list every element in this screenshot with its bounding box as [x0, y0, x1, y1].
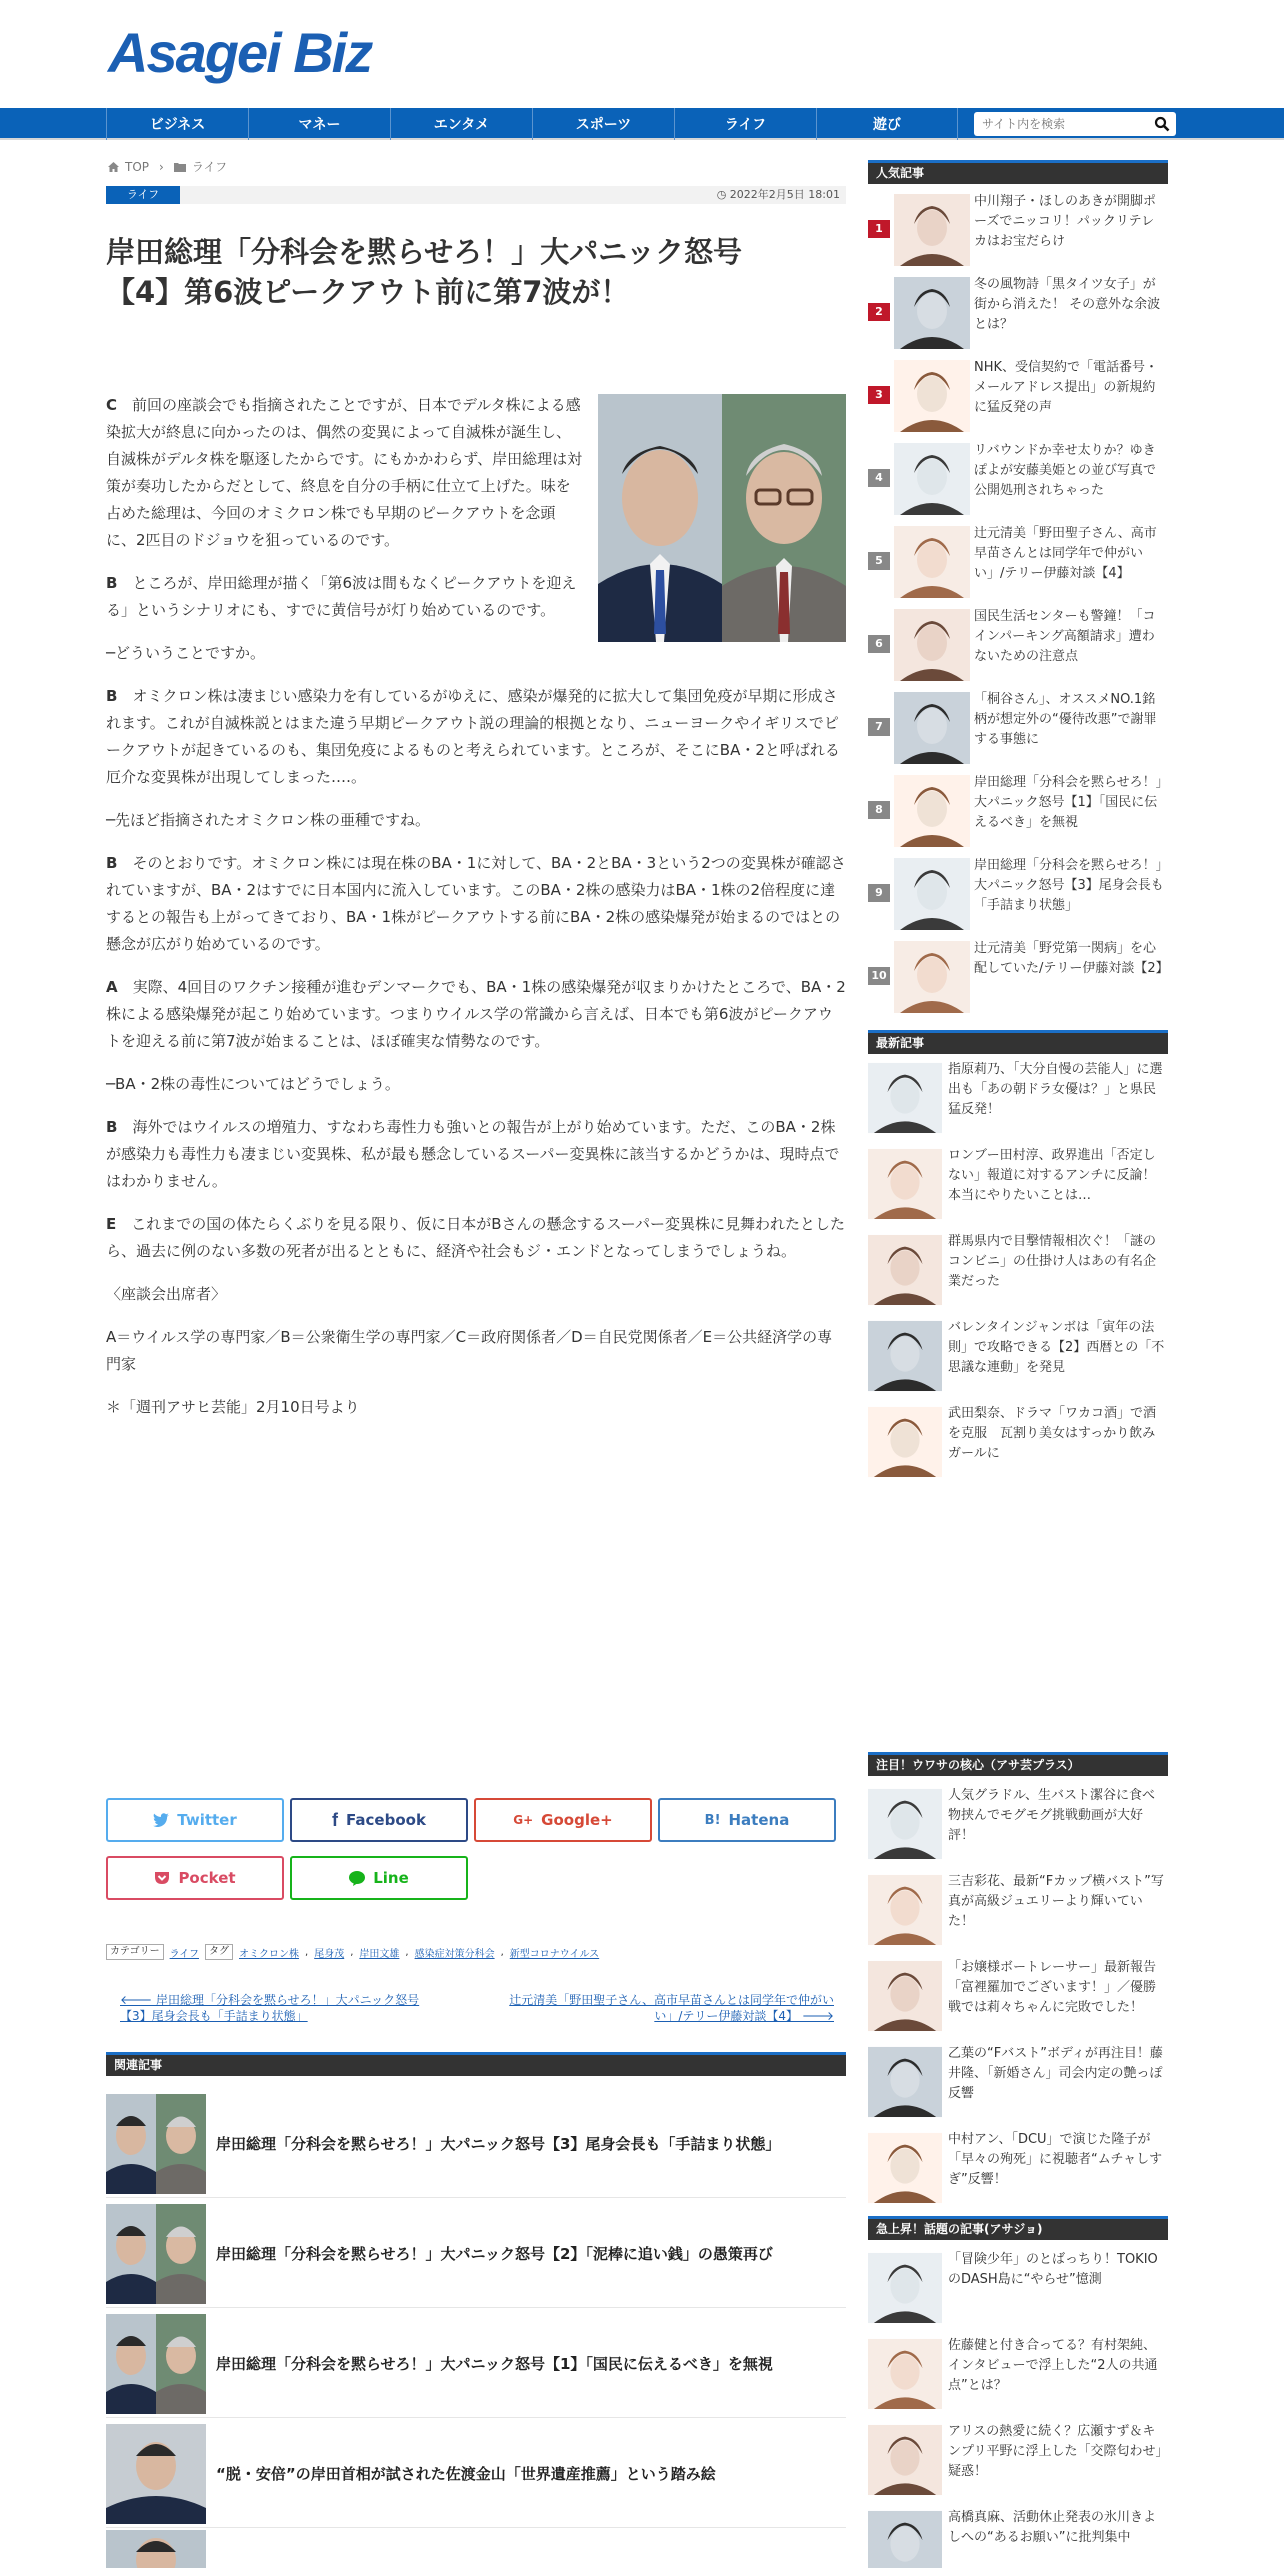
nav-item-asobi[interactable]: 遊び: [816, 108, 958, 140]
popular-item[interactable]: [868, 356, 1168, 436]
asapla-title: 「お嬢様ボートレーサー」最新報告「富裡羅加でございます！」／優勝戦では莉々ちゃんに完敗でした！: [948, 1960, 1157, 2015]
asajo-item[interactable]: [868, 2422, 1168, 2498]
next-article-title: 辻元清美「野田聖子さん、高市早苗さんとは同学年で仲がいい」/テリー伊藤対談【4】: [509, 1993, 834, 2023]
rank-number: 10: [868, 967, 890, 985]
popular-title: 辻元清美「野田聖子さん、高市早苗さんとは同学年で仲がいい」/テリー伊藤対談【4】: [974, 526, 1157, 581]
breadcrumb-top[interactable]: TOP: [125, 159, 150, 174]
popular-title: 岸田総理「分科会を黙らせろ！」大パニック怒号【3】尾身会長も「手詰まり状態」: [974, 858, 1164, 913]
article-thumbnail: [894, 692, 970, 764]
latest-title: 群馬県内で目撃情報相次ぐ！「謎のコンビニ」の仕掛け人はあの有名企業だった: [948, 1234, 1157, 1289]
popular-item[interactable]: [868, 771, 1168, 851]
latest-heading: 最新記事: [868, 1030, 1168, 1054]
article-paragraph: [106, 392, 584, 554]
related-thumbnail: [106, 2314, 206, 2414]
speaker-label: B: [106, 1118, 118, 1136]
latest-item[interactable]: [868, 1232, 1168, 1308]
popular-thumbnail: [894, 443, 970, 515]
tag-link[interactable]: 尾身茂: [314, 1948, 345, 1960]
popular-title: 中川翔子・ほしのあきが開脚ポーズでニッコリ！パックリテレカはお宝だらけ: [974, 194, 1157, 249]
article-paragraph: [106, 570, 584, 624]
facebook-label: Facebook: [346, 1811, 426, 1829]
latest-item[interactable]: [868, 1404, 1168, 1480]
article-thumbnail: [868, 1406, 942, 1478]
article-thumbnail: [868, 1320, 942, 1392]
participants-list: A＝ウイルス学の専門家／B＝公衆衛生学の専門家／C＝政府関係者／D＝自民党関係者／E＝公共経済学の専門家: [106, 1328, 833, 1373]
facebook-share-button[interactable]: [290, 1798, 468, 1842]
arrow-right-icon: 🡒: [798, 2009, 834, 2023]
latest-title: 指原莉乃、「大分自慢の芸能人」に選出も「あの朝ドラ女優は？」と県民猛反発！: [948, 1062, 1163, 1117]
latest-articles: [868, 1030, 1168, 1054]
asapla-articles: [868, 1752, 1168, 1776]
latest-title: 武田梨奈、ドラマ「ワカコ酒」で酒を克服 瓦割り美女はすっかり飲みガールに: [948, 1406, 1157, 1461]
related-article[interactable]: [106, 2420, 846, 2528]
related-thumbnail: [106, 2204, 206, 2304]
google-plus-icon: G+: [513, 1813, 534, 1827]
popular-title: リバウンドか幸せ太りか？ゆきぽよが安藤美姫との並び写真で公開処刑されちゃった: [974, 443, 1157, 498]
article-paragraph: [106, 974, 846, 1055]
article-meta: [106, 186, 846, 204]
latest-title: ロンブー田村淳、政界進出「否定しない」報道に対するアンチに反論！本当にやりたいことは…: [948, 1148, 1156, 1203]
search-box: [974, 112, 1176, 136]
popular-title: 辻元清美「野党第一関病」を心配していた/テリー伊藤対談【2】: [974, 941, 1169, 976]
tag-category-link[interactable]: ライフ: [169, 1948, 200, 1960]
article-thumbnail: [868, 2132, 942, 2204]
line-label: Line: [373, 1869, 409, 1887]
related-article[interactable]: [106, 2090, 846, 2198]
rank-number: 1: [868, 220, 890, 238]
category-label: カテゴリー: [106, 1944, 164, 1960]
source-note: ＊「週刊アサヒ芸能」2月10日号より: [106, 1398, 360, 1416]
line-share-button[interactable]: [290, 1856, 468, 1900]
article-paragraph: [106, 683, 846, 791]
paragraph-text: これまでの国の体たらくぶりを見る限り、仮に日本がBさんの懸念するスーパー変異株に見舞われたとしたら、過去に例のない多数の死者が出るとともに、経済や社会もジ・エンドとなってしまうでしょうね。: [106, 1215, 846, 1260]
article-thumbnail: [868, 2424, 942, 2496]
popular-thumbnail: [894, 360, 970, 432]
article-thumbnail: [894, 526, 970, 598]
tag-link[interactable]: 新型コロナウイルス: [509, 1948, 600, 1960]
article-date: 2022年2月5日 18:01: [729, 188, 840, 201]
asajo-title: 高橋真麻、活動休止発表の氷川きよしへの“あるお願い”に批判集中: [948, 2510, 1157, 2545]
popular-title: NHK、受信契約で「電話番号・メールアドレス提出」の新規約に猛反発の声: [974, 360, 1159, 415]
article-paragraph: [106, 1211, 846, 1265]
article-paragraph: [106, 850, 846, 958]
speaker-label: E: [106, 1215, 117, 1233]
speaker-label: B: [106, 687, 118, 705]
rank-number: 4: [868, 469, 890, 487]
popular-thumbnail: [894, 609, 970, 681]
rank-number: 5: [868, 552, 890, 570]
latest-thumbnail: [868, 1148, 942, 1220]
prev-article-link[interactable]: [120, 1992, 440, 2024]
rank-number: 6: [868, 635, 890, 653]
asajo-articles: [868, 2216, 1168, 2240]
article-thumbnail: [868, 2252, 942, 2324]
article-title-line2: 【4】第6波ピークアウト前に第7波が！: [106, 275, 630, 309]
asajo-title: アリスの熱愛に続く？広瀬すず＆キンプリ平野に浮上した「交際匂わせ」疑惑！: [948, 2424, 1162, 2479]
nav-item-life[interactable]: ライフ: [674, 108, 816, 140]
article-thumbnail: [868, 1874, 942, 1946]
asapla-title: 中村アン、「DCU」で演じた隆子が「早々の殉死」に視聴者“ムチャしすぎ”反響！: [948, 2132, 1163, 2187]
speaker-label: C: [106, 396, 118, 414]
article-thumbnail: [894, 277, 970, 349]
asajo-item[interactable]: [868, 2336, 1168, 2412]
related-thumbnail: [106, 2424, 206, 2524]
popular-thumbnail: [894, 941, 970, 1013]
article-thumbnail: [868, 1234, 942, 1306]
popular-item[interactable]: [868, 854, 1168, 934]
participants-heading: 〈座談会出席者〉: [106, 1285, 227, 1303]
article-title: [106, 232, 846, 312]
rank-number: 8: [868, 801, 890, 819]
popular-thumbnail: [894, 858, 970, 930]
asapla-list: [868, 1786, 1168, 2206]
rank-number: 2: [868, 303, 890, 321]
asapla-title: 乙葉の“Fバスト”ボディが再注目！藤井隆、「新婚さん」司会内定の艶っぽ反響: [948, 2046, 1163, 2101]
paragraph-text: 実際、4回目のワクチン接種が進むデンマークでも、BA・1株の感染爆発が収まりかけたところで、BA・2株による感染爆発が起こり始めています。つまりウイルス学の常識から言えば、日本でも第6波がピークアウトを迎える前に第7波が始まることは、ほぼ確実な情勢なのです。: [106, 978, 846, 1050]
google-share-button[interactable]: [474, 1798, 652, 1842]
asapla-thumbnail: [868, 1960, 942, 2032]
asajo-item[interactable]: [868, 2250, 1168, 2326]
popular-thumbnail: [894, 526, 970, 598]
category-badge[interactable]: ライフ: [106, 186, 180, 204]
folder-icon: [174, 162, 186, 172]
popular-articles: [868, 160, 1168, 184]
latest-list: [868, 1060, 1168, 1480]
paragraph-text: ところが、岸田総理が描く「第6波は間もなくピークアウトを迎える」というシナリオにも、すでに黄信号が灯り始めているのです。: [106, 574, 577, 619]
chevron-right-icon: ›: [159, 159, 164, 174]
article-thumbnail: [894, 858, 970, 930]
asapla-heading: 注目！ウワサの核心（アサ芸プラス）: [868, 1752, 1168, 1776]
popular-list: [868, 190, 1168, 1010]
related-title: 岸田総理「分科会を黙らせろ！」大パニック怒号【3】尾身会長も「手詰まり状態」: [216, 2135, 781, 2153]
popular-title: 「桐谷さん」、オススメNO.1銘柄が想定外の“優待改悪”で謝罪する事態に: [974, 692, 1157, 747]
speaker-label: A: [106, 978, 118, 996]
nav-item-entame[interactable]: エンタメ: [390, 108, 532, 140]
asapla-title: 人気グラドル、生バスト潔谷に食べ物挟んでモグモグ挑戦動画が大好評！: [948, 1788, 1155, 1843]
paragraph-text: 前回の座談会でも指摘されたことですが、日本でデルタ株による感染拡大が終息に向かったのは、偶然の変異によって自滅株が誕生し、自滅株がデルタ株を駆逐したからです。にもかかわらず、岸田総理は対策が奏功したからだとして、終息を自分の手柄に仕立て上げた。味を占めた総理は、今回のオミクロン株でも早期のピークアウトを念頭に、2匹目のドジョウを狙っているのです。: [106, 396, 583, 549]
article-date-wrap: [717, 186, 840, 204]
site-logo[interactable]: Asagei Biz: [108, 21, 372, 84]
asajo-title: 「冒険少年」のとばっちり！TOKIOのDASH島に“やらせ”憶測: [948, 2252, 1158, 2287]
asajo-item[interactable]: [868, 2508, 1168, 2568]
popular-item[interactable]: [868, 605, 1168, 685]
asapla-item[interactable]: [868, 2044, 1168, 2120]
line-icon: [349, 1871, 365, 1886]
share-buttons: [106, 1798, 846, 1908]
popular-title: 国民生活センターも警鐘！「コインパーキング高額請求」遭わないための注意点: [974, 609, 1156, 664]
rank-number: 9: [868, 884, 890, 902]
popular-heading: 人気記事: [868, 160, 1168, 184]
asapla-item[interactable]: [868, 1786, 1168, 1862]
twitter-label: Twitter: [177, 1811, 237, 1829]
popular-item[interactable]: [868, 439, 1168, 519]
related-title: 岸田総理「分科会を黙らせろ！」大パニック怒号【2】「泥棒に追い銭」の愚策再び: [216, 2245, 773, 2263]
popular-item[interactable]: [868, 937, 1168, 1017]
hatena-share-button[interactable]: [658, 1798, 836, 1842]
related-thumbnail: [106, 2530, 206, 2568]
related-article[interactable]: [106, 2200, 846, 2308]
tag-link[interactable]: 感染症対策分科会: [414, 1948, 495, 1960]
pocket-label: Pocket: [178, 1869, 236, 1887]
article-body: [106, 392, 846, 1437]
pocket-icon: [154, 1871, 170, 1885]
article-title-line1: 岸田総理「分科会を黙らせろ！」大パニック怒号: [106, 235, 742, 269]
popular-thumbnail: [894, 692, 970, 764]
paragraph-text: 海外ではウイルスの増殖力、すなわち毒性力も強いとの報告が上がり始めています。ただ、このBA・2株が感染力も毒性力も凄まじい変異株、私が最も懸念しているスーパー変異株に該当するかどうかは、現時点ではわかりません。: [106, 1118, 840, 1190]
latest-thumbnail: [868, 1406, 942, 1478]
rank-number: 3: [868, 386, 890, 404]
asapla-thumbnail: [868, 1874, 942, 1946]
tag-link[interactable]: 岸田文雄: [359, 1948, 400, 1960]
paragraph-text: そのとおりです。オミクロン株には現在株のBA・1に対して、BA・2とBA・3という2つの変異株が確認されていますが、BA・2はすでに日本国内に流入しています。このBA・2株の感染力はBA・1株の2倍程度に達するとの報告も上がってきており、BA・1株がピークアウトする前にBA・2株の感染爆発が始まるのではとの懸念が広がり始めているのです。: [106, 854, 846, 953]
nav-item-money[interactable]: マネー: [248, 108, 390, 140]
asajo-thumbnail: [868, 2252, 942, 2324]
article-thumbnail: [868, 2510, 942, 2568]
popular-item[interactable]: [868, 522, 1168, 602]
speaker-label: B: [106, 574, 118, 592]
popular-thumbnail: [894, 277, 970, 349]
latest-item[interactable]: [868, 1146, 1168, 1222]
interviewer-question: ─先ほど指摘されたオミクロン株の亜種ですね。: [106, 811, 431, 829]
search-input[interactable]: [974, 112, 1144, 136]
home-icon: [108, 162, 119, 172]
asapla-title: 三吉彩花、最新“Fカップ横バスト”写真が高級ジュエリーより輝いていた！: [948, 1874, 1164, 1929]
related-article[interactable]: [106, 2310, 846, 2418]
latest-title: バレンタインジャンボは「寅年の法則」で攻略できる【2】西暦との「不思議な連動」を発見: [948, 1320, 1165, 1375]
article-thumbnail: [868, 2338, 942, 2410]
interviewer-question: ─BA・2株の毒性についてはどうでしょう。: [106, 1075, 400, 1093]
tag-link[interactable]: オミクロン株: [239, 1948, 300, 1960]
related-title: “脱・安倍”の岸田首相が試された佐渡金山「世界遺産推薦」という踏み絵: [216, 2465, 716, 2483]
popular-title: 冬の風物詩「黒タイツ女子」が街から消えた！ その意外な余波とは？: [974, 277, 1161, 332]
rank-number: 7: [868, 718, 890, 736]
popular-thumbnail: [894, 194, 970, 266]
article-thumbnail: [868, 1788, 942, 1860]
breadcrumb: [108, 158, 227, 175]
paragraph-text: オミクロン株は凄まじい感染力を有しているがゆえに、感染が爆発的に拡大して集団免疫が早期に形成されます。これが自滅株説とはまた違う早期ピークアウト説の理論的根拠となり、ニューヨークやイギリスでピークアウトが起きているのも、集団免疫によるものと考えられています。ところが、そこにBA・2と呼ばれる厄介な変異株が出現してしまった‥‥。: [106, 687, 840, 786]
article-thumbnail: [894, 775, 970, 847]
twitter-share-button[interactable]: [106, 1798, 284, 1842]
popular-item[interactable]: [868, 688, 1168, 768]
latest-item[interactable]: [868, 1060, 1168, 1136]
asapla-item[interactable]: [868, 1958, 1168, 2034]
article-thumbnail: [868, 1148, 942, 1220]
arrow-left-icon: 🡐: [120, 1993, 156, 2007]
asajo-heading: 急上昇！話題の記事(アサジョ): [868, 2216, 1168, 2240]
asapla-thumbnail: [868, 2046, 942, 2118]
popular-item[interactable]: [868, 190, 1168, 270]
article-thumbnail: [894, 194, 970, 266]
pocket-share-button[interactable]: [106, 1856, 284, 1900]
asajo-thumbnail: [868, 2424, 942, 2496]
hatena-label: Hatena: [728, 1811, 790, 1829]
popular-thumbnail: [894, 775, 970, 847]
article-thumbnail: [894, 609, 970, 681]
asajo-title: 佐藤健と付き合ってる？有村架純、インタビューで浮上した“2人の共通点”とは？: [948, 2338, 1158, 2393]
asapla-thumbnail: [868, 1788, 942, 1860]
asajo-list: [868, 2250, 1168, 2568]
article-thumbnail: [894, 360, 970, 432]
asapla-thumbnail: [868, 2132, 942, 2204]
popular-title: 岸田総理「分科会を黙らせろ！」大パニック怒号【1】「国民に伝えるべき」を無視: [974, 775, 1163, 830]
main-nav: [0, 108, 1284, 140]
article-paragraph: [106, 1114, 846, 1195]
popular-item[interactable]: [868, 273, 1168, 353]
tag-label: タグ: [205, 1944, 233, 1960]
article-tags: カテゴリー ライフ タグ オミクロン株 , 尾身茂 , 岸田文雄 , 感染症対策分科会 , 新型コロナウイルス: [106, 1944, 599, 1960]
asapla-item[interactable]: [868, 2130, 1168, 2206]
related-heading: 関連記事: [106, 2052, 846, 2076]
search-icon[interactable]: [1154, 116, 1170, 132]
latest-thumbnail: [868, 1320, 942, 1392]
nav-item-business[interactable]: ビジネス: [106, 108, 248, 140]
next-article-link[interactable]: [504, 1992, 834, 2024]
related-title: 岸田総理「分科会を黙らせろ！」大パニック怒号【1】「国民に伝えるべき」を無視: [216, 2355, 773, 2373]
latest-thumbnail: [868, 1234, 942, 1306]
asapla-item[interactable]: [868, 1872, 1168, 1948]
latest-thumbnail: [868, 1062, 942, 1134]
article-thumbnail: [894, 941, 970, 1013]
asajo-thumbnail: [868, 2510, 942, 2568]
speaker-label: B: [106, 854, 118, 872]
article-thumbnail: [868, 1062, 942, 1134]
google-label: Google+: [541, 1811, 613, 1829]
related-thumbnail: [106, 2094, 206, 2194]
twitter-icon: [153, 1813, 169, 1827]
prev-article-title: 岸田総理「分科会を黙らせろ！」大パニック怒号【3】尾身会長も「手詰まり状態」: [120, 1993, 420, 2023]
nav-item-sports[interactable]: スポーツ: [532, 108, 674, 140]
facebook-icon: f: [332, 1809, 339, 1830]
article-thumbnail: [894, 443, 970, 515]
article-thumbnail: [868, 2046, 942, 2118]
article-thumbnail: [868, 1960, 942, 2032]
breadcrumb-category[interactable]: ライフ: [191, 160, 228, 174]
interviewer-question: ─どういうことですか。: [106, 644, 266, 662]
hatena-icon: B!: [704, 1812, 721, 1828]
latest-item[interactable]: [868, 1318, 1168, 1394]
related-article-partial[interactable]: [106, 2530, 846, 2568]
clock-icon: ◷: [716, 188, 727, 201]
asajo-thumbnail: [868, 2338, 942, 2410]
